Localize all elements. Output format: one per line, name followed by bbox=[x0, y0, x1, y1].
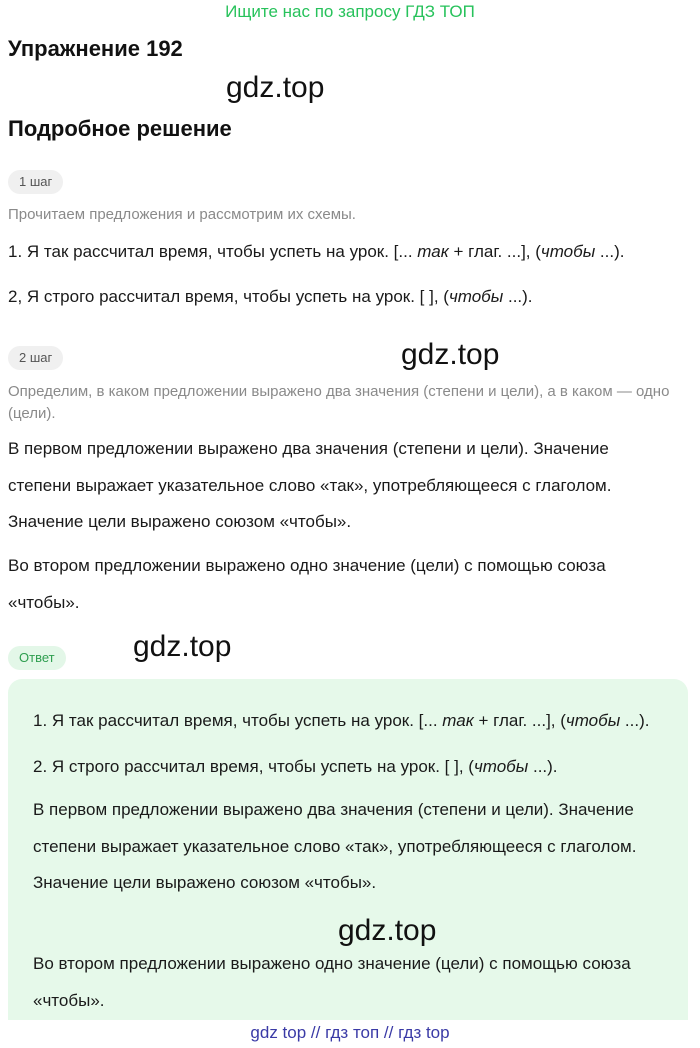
answer-line-2: 2. Я строго рассчитал время, чтобы успеть на урок. [ ], (чтобы ...). bbox=[33, 757, 558, 776]
answer-badge: Ответ bbox=[8, 646, 66, 670]
exercise-title: Упражнение 192 bbox=[8, 36, 183, 61]
answer-paragraph-1: В первом предложении выражено два значения (степени и цели). Значение степени выражает указательное слово «так», употребляющееся с глаголом. Значение цели выражено союзом «чтобы». bbox=[33, 800, 637, 892]
step-1-badge: 1 шаг bbox=[8, 170, 63, 194]
footer-links[interactable]: gdz top // гдз топ // гдз top bbox=[250, 1023, 450, 1042]
step-1-note: Прочитаем предложения и рассмотрим их схемы. bbox=[8, 206, 356, 223]
answer-line-1: 1. Я так рассчитал время, чтобы успеть на урок. [... так + глаг. ...], (чтобы ...). bbox=[33, 711, 650, 730]
step-2-note: Определим, в каком предложении выражено два значения (степени и цели), а в каком — одно (цели). bbox=[8, 383, 670, 422]
step-2-paragraph-2: Во втором предложении выражено одно значение (цели) с помощью союза «чтобы». bbox=[8, 556, 606, 612]
watermark: gdz.top bbox=[338, 914, 437, 947]
step-2-badge: 2 шаг bbox=[8, 346, 63, 370]
step-1-line-1: 1. Я так рассчитал время, чтобы успеть на урок. [... так + глаг. ...], (чтобы ...). bbox=[8, 242, 625, 261]
solution-title: Подробное решение bbox=[8, 116, 232, 141]
promo-banner[interactable]: Ищите нас по запросу ГДЗ ТОП bbox=[225, 2, 475, 21]
step-2-paragraph-1: В первом предложении выражено два значения (степени и цели). Значение степени выражает указательное слово «так», употребляющееся с глаголом. Значение цели выражено союзом «чтобы». bbox=[8, 439, 612, 531]
watermark: gdz.top bbox=[401, 338, 500, 371]
watermark: gdz.top bbox=[133, 630, 232, 663]
step-1-line-2: 2, Я строго рассчитал время, чтобы успеть на урок. [ ], (чтобы ...). bbox=[8, 287, 533, 306]
watermark: gdz.top bbox=[226, 71, 325, 104]
answer-paragraph-2: Во втором предложении выражено одно значение (цели) с помощью союза «чтобы». bbox=[33, 954, 631, 1010]
